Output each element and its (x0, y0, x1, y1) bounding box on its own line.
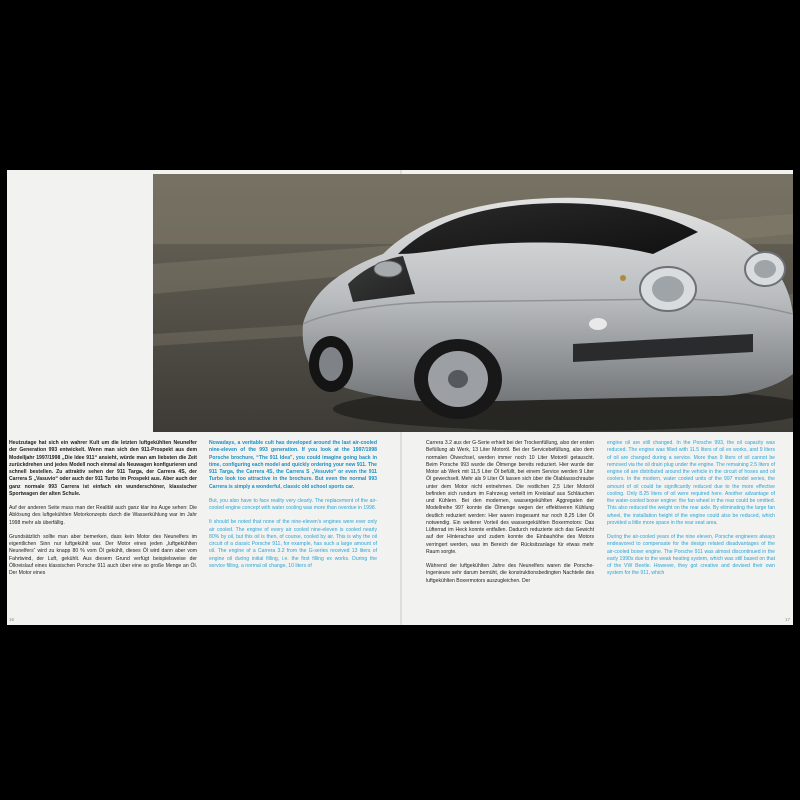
paragraph: It should be noted that none of the nine-eleven’s engines were ever only air cooled. The engine of every air cooled nine-eleven is cooled nearly 80% by oil, but this oil is then, of course, cooled by air. This is why the oil circuit of a classic Porsche 911, for example, has such a large amount of oil. The engine of a Carrera 3.2 from the G-series received 13 liters of engine oil during initial filling, i.e. the first filling ex works. During the service filling, a normal oil change, 10 liters of (209, 519, 377, 569)
paragraph: During the air-cooled years of the nine eleven, Porsche engineers always endeavored to compensate for the design related disadvantages of the air-cooled boxer engine. The Porsche 911 was almost discontinued in the early 1990s due to the weak heating system, which was still based on that of the VW Beetle. However, they got creative and devised their own system for the 911, which (607, 534, 775, 577)
column-german-2 (426, 440, 594, 592)
paragraph: Grundsätzlich sollte man aber bemerken, dass kein Motor des Neunelfers im eigentlichen Sinn nur luftgekühlt war. Der Motor eines jeden „luftgekühlten Neunelfers“ wird zu knapp 80 % vom Öl gekühlt, dieses Öl wird dann aber vom Fahrtwind, der Luft, gekühlt. Aus diesem Grund verfügt beispielsweise der Ölkreislauf eines klassischen Porsche 911 auch über eine so große Menge an Öl. Der Motor eines (9, 533, 197, 576)
paragraph: Nowadays, a veritable cult has developed around the last air-cooled nine-eleven of the 993 generation. If you look at the 1997/1998 Porsche brochure, “The 911 Idea”, you could imagine going back in time, configuring each model and quickly ordering your new 911. The 911 Targa, the Carrera 4S, the Carrera S „Vesuvio“ or even the 911 Turbo look too attractive in the brochure. But even the normal 993 Carrera is simply a wonderful, classic old school sports car. (209, 440, 377, 490)
paragraph: Carrera 3.2 aus der G-Serie erhielt bei der Trockenfüllung, also der ersten Befüllung ab Werk, 13 Liter Motoröl. Bei der Servicebefüllung, also dem normalen Ölwechsel, werden immer noch 10 Liter Motoröl getauscht. Beim Porsche 993 wurde die Ölmenge bereits reduziert. Hier wurde der Motor ab Werk mit 11,5 Liter Öl befüllt, bei einem Service werden 9 Liter Öl gewechselt. Mehr als 9 Liter Öl lassen sich über die Ölablassschraube unter dem Motor nicht entnehmen. Die restlichen 2,5 Liter Motoröl befinden sich rundum im Fahrzeug verteilt im Kreislauf aus Schläuchen und Kühlern. Bei den modernen, wassergekühlten Aggregaten der Modellreihe 997 konnte die Ölmenge wegen der effektiveren Kühlung deutlich reduziert werden: Hier waren insgesamt nur noch 8,25 Liter Öl notwendig. Ein weiterer Vorteil des wassergekühlten Boxermotors: Das Lüfterrad im Heck konnte entfallen. Dadurch reduzierte sich das Gewicht auf der Hinterachse und zudem konnte die Einbauhöhe des Motors verringert werden, was im Bereich der Rücksitzanlage für etwas mehr Raum sorgte. (426, 440, 594, 555)
page-number-right: 17 (785, 617, 791, 622)
paragraph: Heutzutage hat sich ein wahrer Kult um die letzten luftgekühlten Neunelfer der Generation 993 entwickelt. Wenn man sich den 911-Prospekt aus dem Modelljahr 1997/1998 „Die Idee 911“ ansieht, würde man am liebsten die Zeit zurückdrehen und jedes Modell noch einmal als Neuwagen konfigurieren und schnell bestellen. Zu attraktiv sehen der 911 Targa, der Carrera 4S, der Carrera S „Vasuvio“ oder auch der 911 Turbo im Prospekt aus. Aber auch der ganz normale 993 Carrera ist einfach ein wunderschöner, klassischer Sportwagen der alten Schule. (9, 440, 197, 497)
paragraph: But, you also have to face reality very clearly. The replacement of the air-cooled engine concept with water cooling was more than overdue in 1998. (209, 497, 377, 511)
column-german-1 (9, 440, 197, 584)
paragraph: Auf der anderen Seite muss man der Realität auch ganz klar ins Auge sehen: Die Ablösung des luftgekühlten Motorkonzepts durch die Wasserkühlung war im Jahr 1998 mehr als überfällig. (9, 505, 197, 526)
car-photo (153, 174, 793, 432)
page-number-left: 16 (9, 617, 15, 622)
column-english-1 (209, 440, 377, 577)
paragraph: Während der luftgekühlten Jahre des Neunelfers waren die Porsche-Ingenieure sehr darum bemüht, die konstruktionsbedingten Nachteile des luftgekühlten Boxermotors auszugleichen. Der (426, 563, 594, 584)
porsche-993-illustration (153, 174, 793, 432)
magazine-spread (7, 170, 793, 625)
column-english-2 (607, 440, 775, 585)
paragraph: engine oil are still changed. In the Porsche 993, the oil capacity was reduced. The engine was filled with 11.5 liters of oil ex works, and 9 liters of oil are changed during a service. More than 9 liters of oil cannot be removed via the oil drain plug under the engine. The remaining 2.5 liters of engine oil are distributed around the vehicle in the circuit of hoses and oil coolers. In the modern, water cooled units of the 997 model series, the amount of oil could be significantly reduced due to the more effective cooling. Only 8.25 liters of oil were required here. Another advantage of the water-cooled boxer engine: the fan wheel in the rear could be omitted. This also reduced the weight on the rear axle. By eliminating the large fan wheel, the installation height of the engine could also be reduced, which provided a little more space in the rear seat area. (607, 440, 775, 526)
